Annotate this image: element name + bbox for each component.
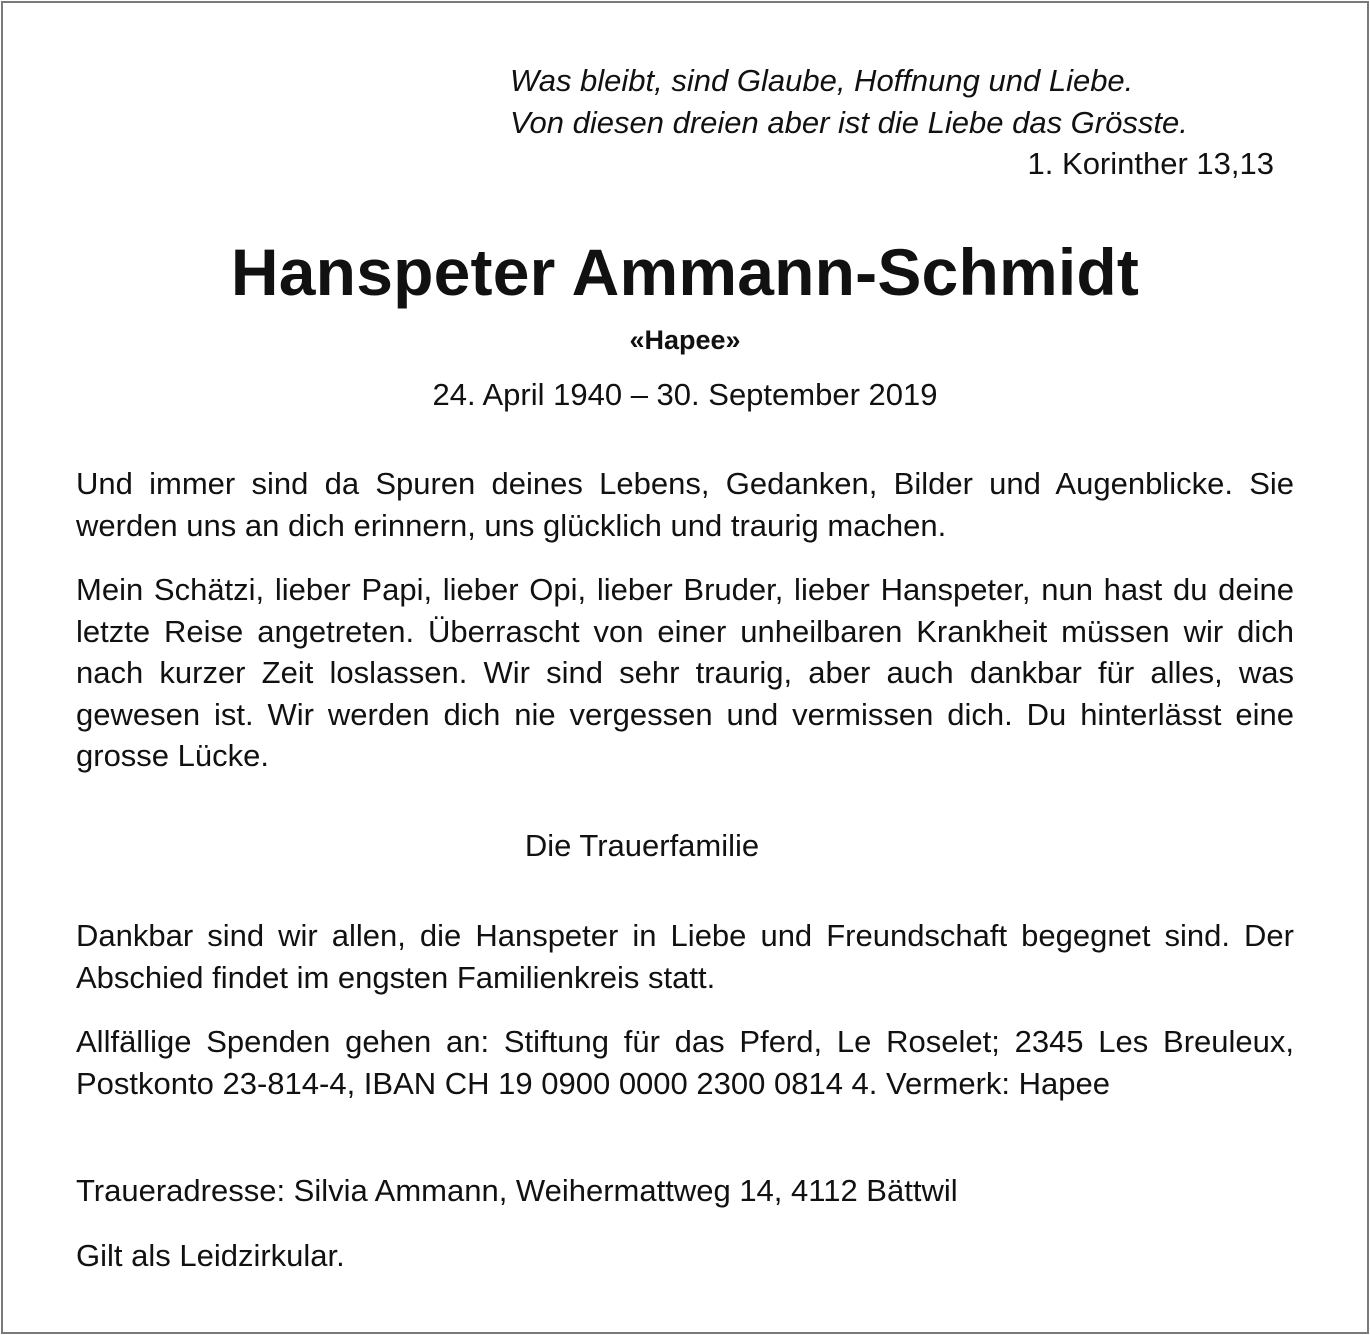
quote-line-2: Von diesen dreien aber ist die Liebe das Grösste.: [510, 105, 1188, 140]
donations-paragraph: Allfällige Spenden gehen an: Stiftung für das Pferd, Le Roselet; 2345 Les Breuleux, Postkonto 23-814-4, IBAN CH 19 0900 0000 2300 0814 4. Vermerk: Hapee: [76, 1024, 1294, 1101]
thanks-paragraph: Dankbar sind wir allen, die Hanspeter in Liebe und Freundschaft begegnet sind. Der Abschied findet im engsten Familienkreis statt.: [76, 918, 1294, 995]
intro-paragraph: Und immer sind da Spuren deines Lebens, Gedanken, Bilder und Augenblicke. Sie werden uns an dich erinnern, uns glücklich und traurig machen.: [76, 466, 1294, 543]
signature: Die Trauerfamilie: [524, 828, 760, 863]
life-dates: 24. April 1940 – 30. September 2019: [432, 377, 938, 412]
quote-reference: 1. Korinther 13,13: [1027, 146, 1274, 181]
deceased-name: Hanspeter Ammann-Schmidt: [230, 235, 1140, 309]
mourning-address: Traueradresse: Silvia Ammann, Weihermattweg 14, 4112 Bättwil: [76, 1173, 958, 1208]
circular-note: Gilt als Leidzirkular.: [76, 1238, 345, 1273]
bible-quote: [510, 60, 1275, 144]
quote-line-1: Was bleibt, sind Glaube, Hoffnung und Liebe.: [510, 63, 1134, 98]
message-paragraph: Mein Schätzi, lieber Papi, lieber Opi, lieber Bruder, lieber Hanspeter, nun hast du deine letzte Reise angetreten. Überrascht von einer unheilbaren Krankheit müssen wir dich nach kurzer Zeit loslassen. Wir sind sehr traurig, aber auch dankbar für alles, was gewesen ist. Wir werden dich nie vergessen und vermissen dich. Du hinterlässt eine grosse Lücke.: [76, 572, 1294, 773]
deceased-nickname: «Hapee»: [629, 325, 741, 355]
